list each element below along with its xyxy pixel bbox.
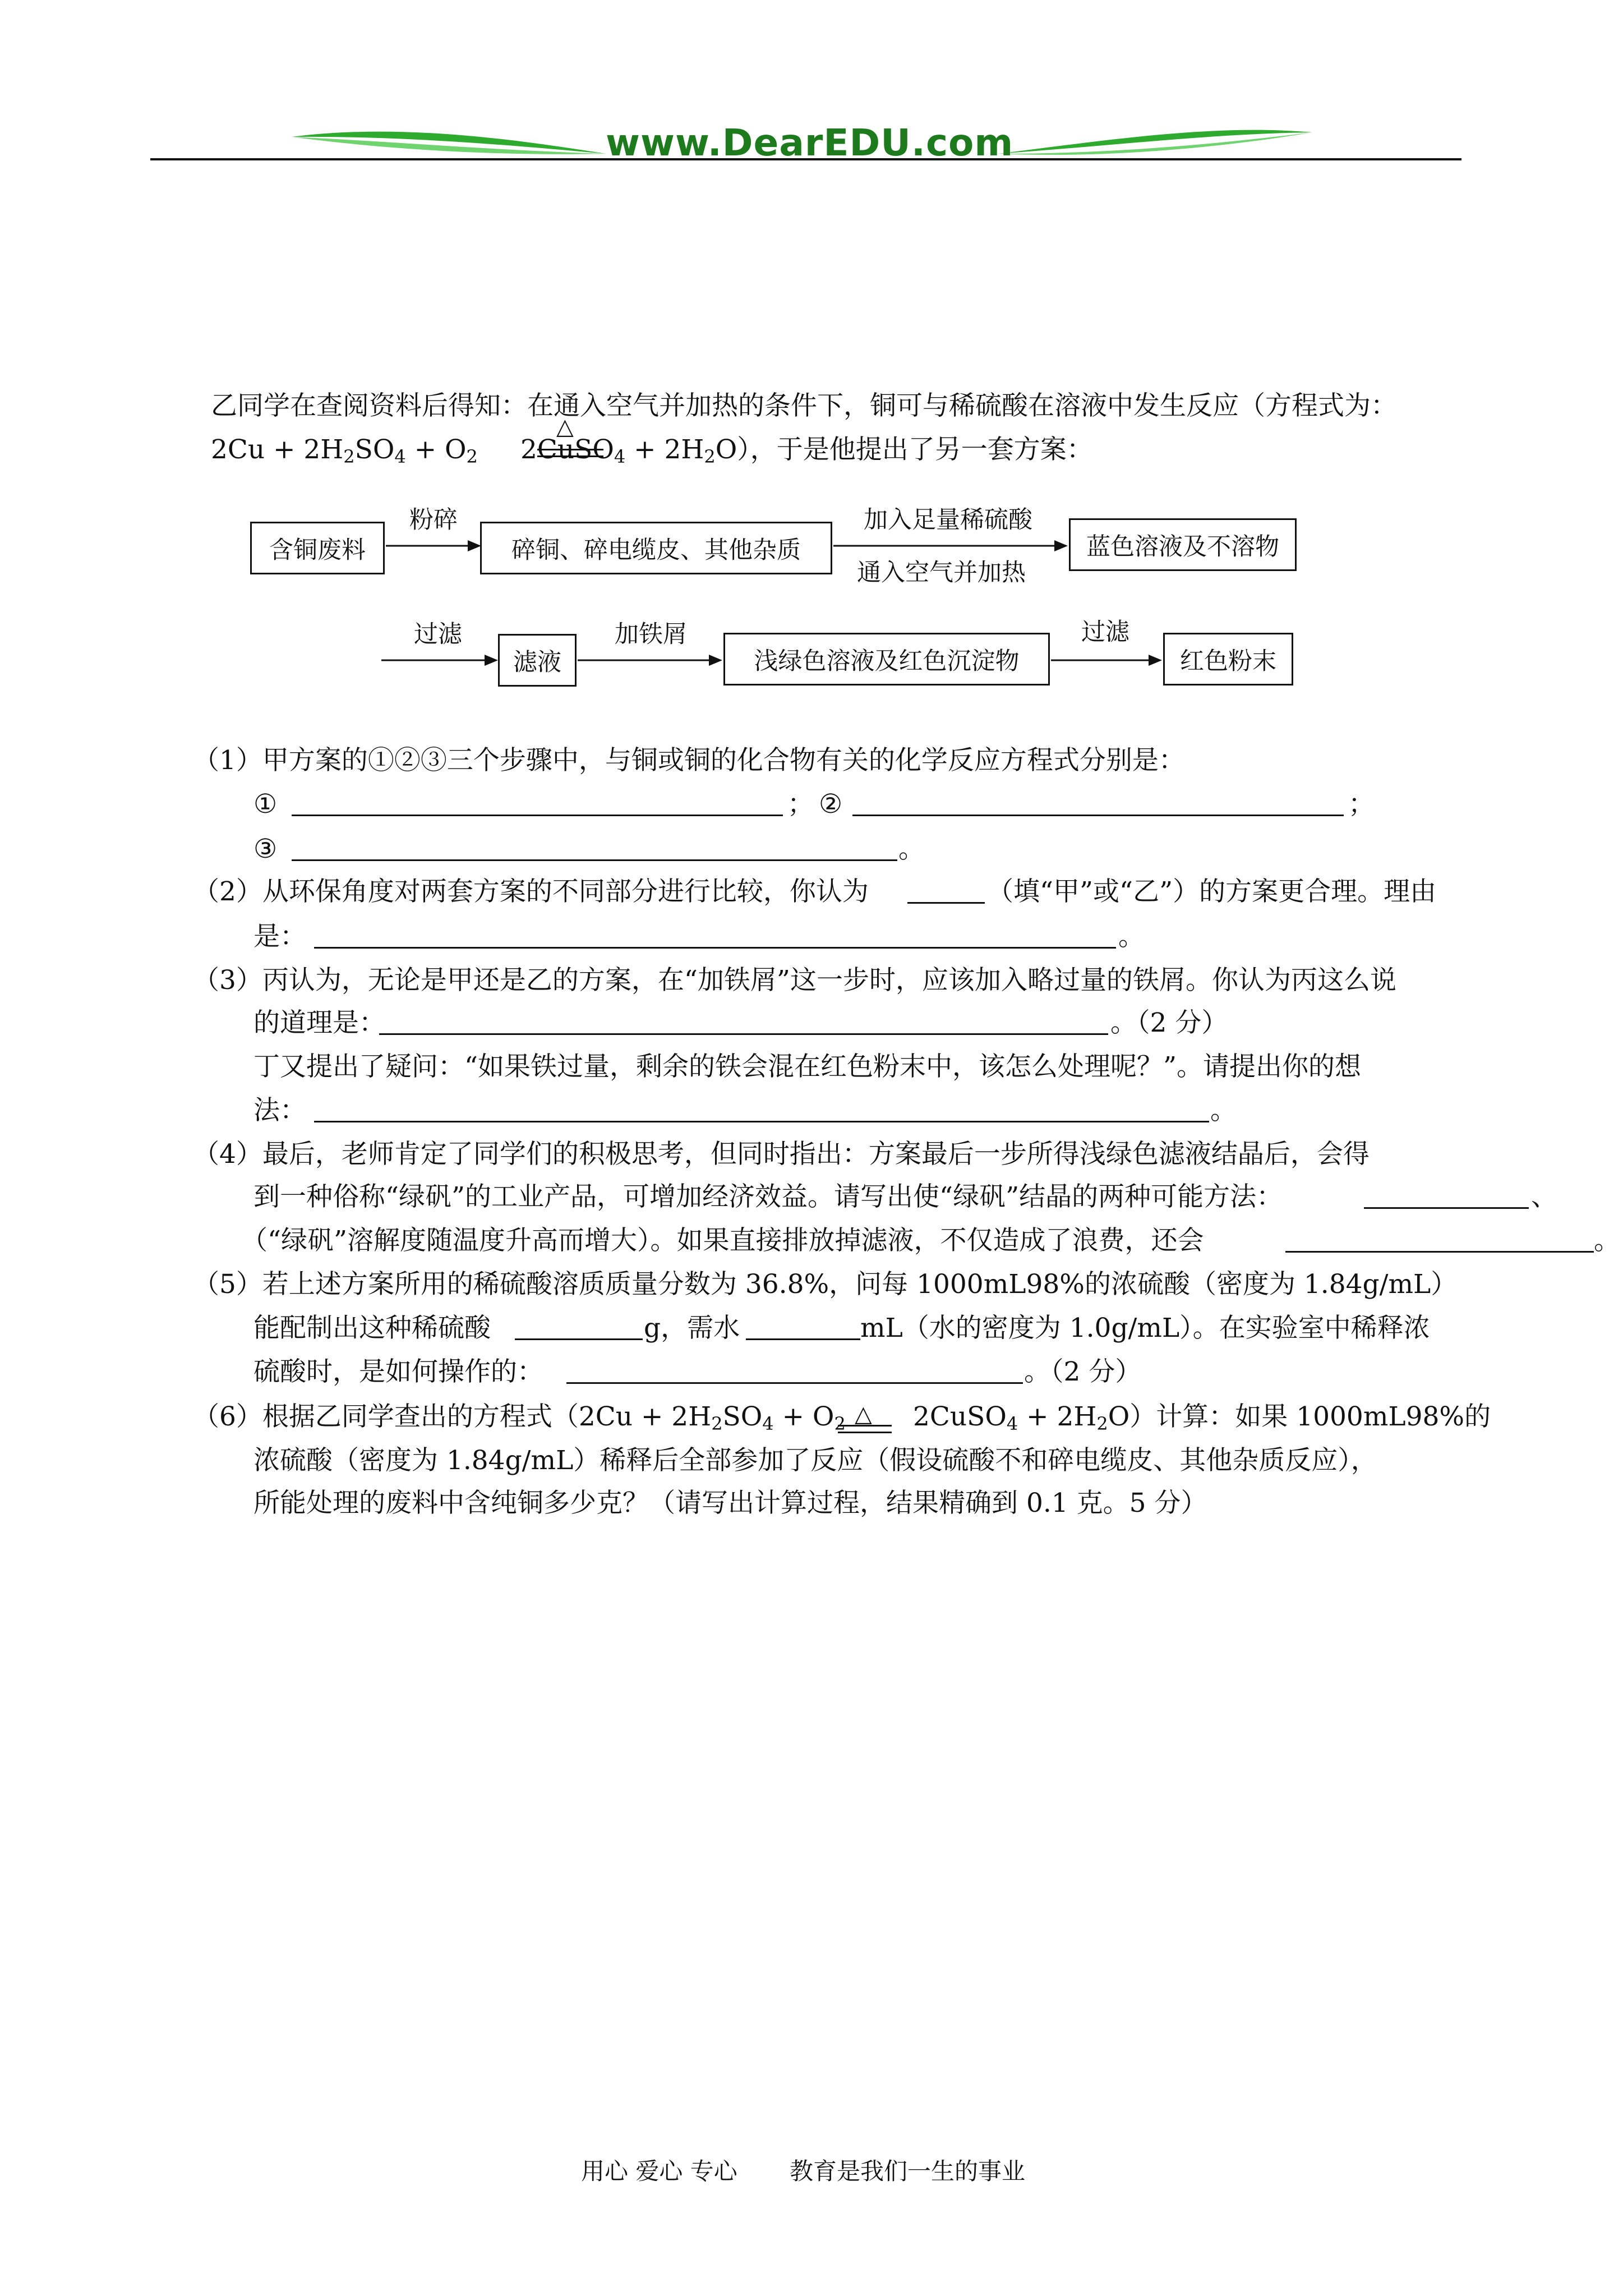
intro-equation-left: $2Cu + 2H_2SO_4 + O_2$ (211, 434, 478, 467)
q4-consequence-blank[interactable] (1285, 1251, 1594, 1253)
intro-line-1: 乙同学在查阅资料后得知：在通入空气并加热的条件下，铜可与稀硫酸在溶液中发生反应（方程式为： (211, 390, 1397, 421)
question-2-part-c: 是： (253, 921, 306, 952)
question-5-part-b3: mL（水的密度为 1.0g/mL）。在实验室中稀释浓 (860, 1313, 1430, 1343)
question-3-part-c: 丁又提出了疑问：“如果铁过量，剩余的铁会混在红色粉末中，该怎么处理呢？”。请提出你的想 (253, 1051, 1362, 1082)
reaction-heat-symbol: △ (556, 414, 574, 440)
q1-answer-blank-3[interactable] (292, 859, 897, 861)
question-6-line-2: 浓硫酸（密度为 1.84g/mL）稀释后全部参加了反应（假设硫酸不和碎电缆皮、其他杂质反应）， (253, 1445, 1377, 1476)
q1-answer-blank-2[interactable] (852, 815, 1344, 816)
footer-slogan-left: 用心 爱心 专心 (581, 2157, 737, 2185)
q5-end: 。（2 分） (1024, 1356, 1142, 1387)
q2-end: 。 (1118, 921, 1145, 952)
q1-marker-1: ① (253, 789, 278, 820)
flow-label-acid: 加入足量稀硫酸 (864, 506, 1032, 534)
question-4-part-a: （4）最后，老师肯定了同学们的积极思考，但同时指出：方案最后一步所得浅绿色滤液结晶后，会得 (193, 1139, 1370, 1170)
q3-reason-blank[interactable] (379, 1033, 1108, 1035)
q5-mass-blank[interactable] (515, 1338, 643, 1340)
flow-label-crush: 粉碎 (409, 506, 458, 534)
flow-arrow-5 (1051, 652, 1163, 669)
flow-arrow-2 (833, 537, 1069, 554)
q4-method-blank[interactable] (1364, 1207, 1529, 1209)
question-6-line-1: （6）根据乙同学查出的方程式（$2Cu + 2H_2SO_4 + O_2$ (193, 1401, 846, 1434)
q3-reason-end: 。（2 分） (1110, 1007, 1228, 1038)
q1-semicolon-2: ； (1348, 789, 1375, 820)
q2-reason-blank[interactable] (314, 947, 1116, 949)
q1-end: 。 (898, 834, 925, 864)
intro-equation-right: 2CuSO$_4$ + $2H_2O$），于是他提出了另一套方案： (520, 434, 1093, 467)
flow-box-filtrate: 滤液 (498, 634, 577, 687)
header-rule (150, 158, 1461, 160)
flow-label-filter-2: 过滤 (1081, 618, 1129, 646)
question-5-part-b2: g，需水 (644, 1313, 740, 1343)
flow-box-crushed: 碎铜、碎电缆皮、其他杂质 (480, 522, 832, 574)
q1-answer-blank-1[interactable] (292, 815, 783, 816)
flow-arrow-4 (578, 652, 723, 669)
q1-marker-2: ② (819, 789, 843, 820)
flow-box-blue-solution: 蓝色溶液及不溶物 (1069, 518, 1297, 571)
flow-arrow-3 (381, 652, 499, 669)
question-2-part-a: （2）从环保角度对两套方案的不同部分进行比较，你认为 (193, 876, 869, 907)
question-5-part-b1: 能配制出这种稀硫酸 (253, 1313, 491, 1343)
flow-box-waste: 含铜废料 (250, 522, 385, 574)
question-5-part-a: （5）若上述方案所用的稀硫酸溶质质量分数为 36.8%，问每 1000mL98%的浓硫酸（密度为 1.84g/mL） (193, 1269, 1458, 1300)
question-6-line-1-right: 2CuSO$_4$ + $2H_2O$）计算：如果 1000mL98%的 (913, 1401, 1491, 1434)
q2-choice-blank[interactable] (907, 902, 985, 904)
question-6-line-3: 所能处理的废料中含纯铜多少克？（请写出计算过程，结果精确到 0.1 克。5 分） (253, 1488, 1207, 1519)
q4-separator: 、 (1531, 1181, 1557, 1212)
question-4-part-c: （“绿矾”溶解度随温度升高而增大）。如果直接排放掉滤液，不仅造成了浪费，还会 (241, 1225, 1204, 1256)
logo-text: www.DearEDU.com (606, 121, 1014, 164)
footer-slogan-right: 教育是我们一生的事业 (790, 2157, 1026, 2185)
question-3-part-a: （3）丙认为，无论是甲还是乙的方案，在“加铁屑”这一步时，应该加入略过量的铁屑。你认为丙这么说 (193, 965, 1396, 996)
question-4-part-b: 到一种俗称“绿矾”的工业产品，可增加经济效益。请写出使“绿矾”结晶的两种可能方法： (253, 1181, 1283, 1212)
q1-marker-3: ③ (253, 834, 278, 864)
flow-label-filter-1: 过滤 (414, 620, 462, 648)
q6-reaction-double-line (838, 1425, 892, 1433)
question-1: （1）甲方案的①②③三个步骤中，与铜或铜的化合物有关的化学反应方程式分别是： (193, 745, 1185, 776)
flow-label-air-heat: 通入空气并加热 (857, 559, 1026, 587)
question-3-part-b: 的道理是： (253, 1007, 385, 1038)
question-5-part-c: 硫酸时，是如何操作的： (253, 1356, 543, 1387)
flow-box-red-powder: 红色粉末 (1163, 633, 1293, 685)
flow-box-green-solution: 浅绿色溶液及红色沉淀物 (723, 633, 1050, 685)
q3-idea-end: 。 (1210, 1095, 1237, 1126)
flow-arrow-1 (386, 537, 481, 554)
question-3-part-d: 法： (253, 1095, 306, 1126)
q5-procedure-blank[interactable] (566, 1382, 1023, 1384)
q4-end: 。 (1594, 1225, 1620, 1256)
q1-semicolon-1: ； (787, 789, 814, 820)
q3-idea-blank[interactable] (314, 1121, 1209, 1122)
q6-heat-symbol: △ (855, 1401, 872, 1427)
flow-label-iron: 加铁屑 (615, 620, 687, 648)
q5-water-blank[interactable] (746, 1338, 860, 1340)
question-2-part-b: （填“甲”或“乙”）的方案更合理。理由 (987, 876, 1437, 907)
